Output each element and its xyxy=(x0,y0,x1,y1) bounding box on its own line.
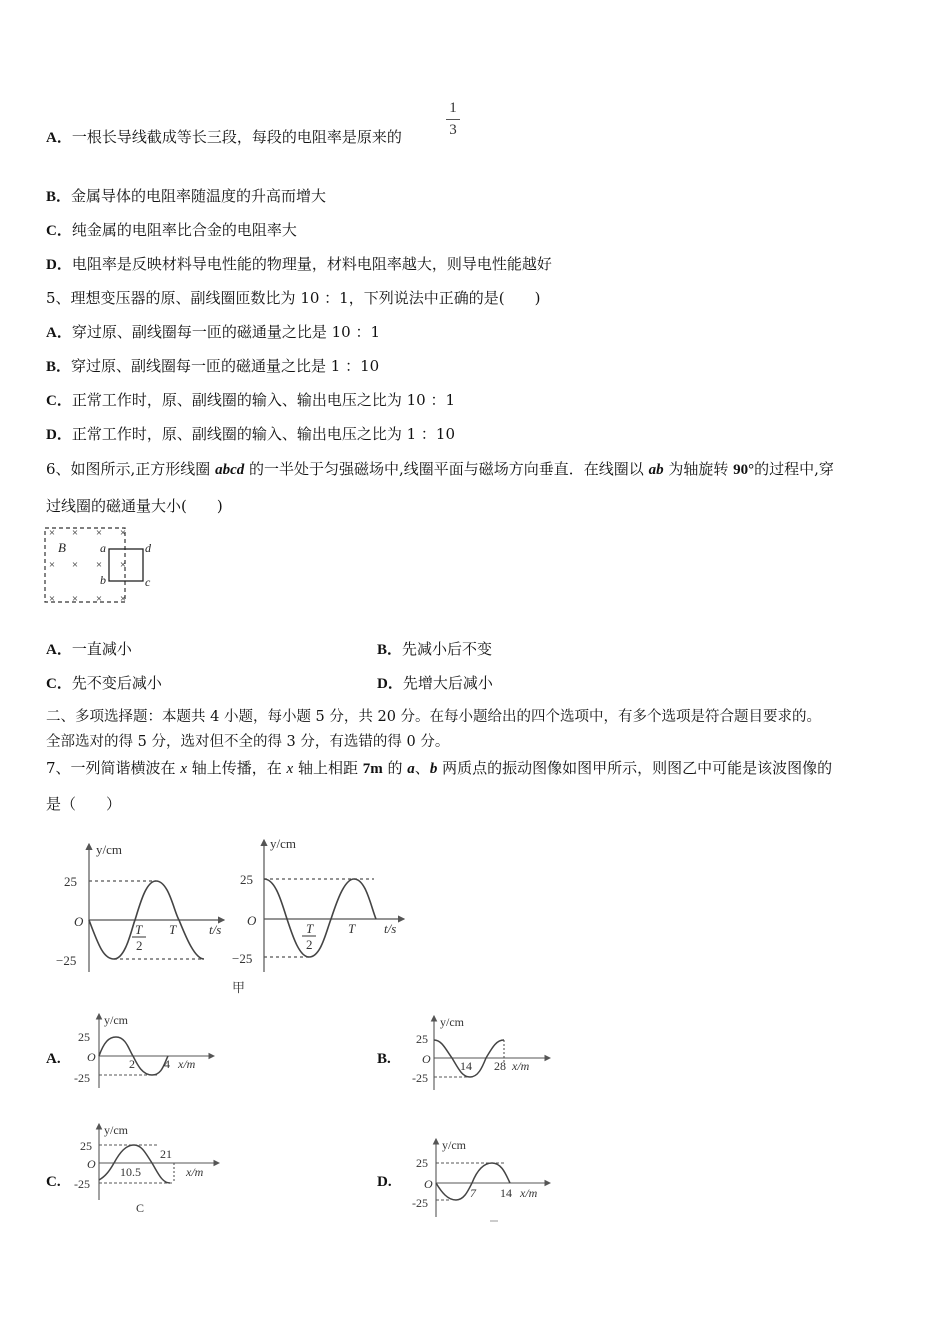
q7-stem xyxy=(46,758,832,779)
q7-stem-line2: 是（ ） xyxy=(46,795,122,813)
option-text: 先增大后减小 xyxy=(402,674,493,692)
option-text: 一直减小 xyxy=(71,640,132,658)
svg-text:T: T xyxy=(348,921,356,936)
svg-text:a: a xyxy=(100,541,106,555)
fraction-one-third xyxy=(446,100,460,139)
q7-option-c-graph xyxy=(74,1118,234,1218)
option-text: 正常工作时，原、副线圈的输入、输出电压之比为 10 ：1 xyxy=(71,391,456,409)
svg-text:y/cm: y/cm xyxy=(96,842,122,857)
svg-text:-25: -25 xyxy=(74,1177,90,1191)
q5-option-b xyxy=(46,356,379,377)
x-axis-symbol: x xyxy=(180,761,187,777)
q6-stem xyxy=(46,459,834,480)
svg-text:c: c xyxy=(145,575,151,589)
svg-text:x/m: x/m xyxy=(512,1059,530,1073)
angle-value: 90° xyxy=(733,462,755,478)
option-letter: C. xyxy=(46,1174,61,1190)
point-b-label: b xyxy=(429,761,438,777)
option-text: 纯金属的电阻率比合金的电阻率大 xyxy=(71,221,297,239)
svg-text:2: 2 xyxy=(306,937,313,952)
option-letter: A． xyxy=(46,325,72,341)
separator: 、 xyxy=(414,759,430,777)
svg-text:O: O xyxy=(424,1177,433,1191)
option-letter: C． xyxy=(46,393,72,409)
svg-text:T: T xyxy=(306,921,314,936)
svg-text:O: O xyxy=(422,1052,431,1066)
q4-option-c xyxy=(46,220,297,241)
point-a-label: a xyxy=(407,761,415,777)
option-text: 先不变后减小 xyxy=(71,674,162,692)
svg-text:7: 7 xyxy=(470,1186,476,1200)
q6-stem-line2: 过线圈的磁通量大小( ) xyxy=(46,497,223,515)
svg-text:T: T xyxy=(169,922,177,937)
option-text: 一根长导线截成等长三段，每段的电阻率是原来的 xyxy=(71,128,402,146)
stem-text: 轴上相距 xyxy=(293,759,363,777)
svg-text:B: B xyxy=(58,540,66,555)
axis-label: ab xyxy=(648,462,664,478)
option-text: 先减小后不变 xyxy=(402,640,493,658)
svg-text:x/m: x/m xyxy=(178,1057,196,1071)
q6-option-a xyxy=(46,639,132,660)
option-text: 电阻率是反映材料导电性能的物理量，材料电阻率越大，则导电性能越好 xyxy=(71,255,552,273)
q5-option-c xyxy=(46,390,455,411)
stem-text: 的 xyxy=(382,759,408,777)
svg-text:d: d xyxy=(145,541,151,555)
svg-text:×: × xyxy=(71,527,79,539)
svg-text:甲: 甲 xyxy=(232,980,246,995)
svg-text:×: × xyxy=(119,593,127,605)
svg-text:y/cm: y/cm xyxy=(104,1123,128,1137)
svg-text:4: 4 xyxy=(164,1057,170,1071)
stem-text: 两质点的振动图像如图甲所示，则图乙中可能是该波图像的 xyxy=(437,759,833,777)
option-letter: B． xyxy=(377,642,403,658)
q4-option-b xyxy=(46,186,326,207)
svg-text:25: 25 xyxy=(416,1032,428,1046)
q7-option-b-letter xyxy=(377,1048,391,1069)
svg-text:×: × xyxy=(71,593,79,605)
fraction-numerator: 1 xyxy=(449,100,457,116)
svg-text:x/m: x/m xyxy=(520,1186,538,1200)
q7-option-a-graph xyxy=(74,1010,224,1090)
svg-text:O: O xyxy=(87,1157,96,1171)
svg-text:t/s: t/s xyxy=(384,921,397,936)
svg-text:T: T xyxy=(135,922,143,937)
fraction-denominator: 3 xyxy=(449,122,457,138)
svg-text:25: 25 xyxy=(416,1156,428,1170)
svg-text:x/m: x/m xyxy=(186,1165,204,1179)
option-letter: A． xyxy=(46,642,72,658)
svg-text:b: b xyxy=(100,573,106,587)
stem-text: 为轴旋转 xyxy=(663,460,734,478)
svg-text:25: 25 xyxy=(240,872,253,887)
svg-text:-25: -25 xyxy=(412,1071,428,1085)
stem-text: 6、如图所示,正方形线圈 xyxy=(46,460,216,478)
section2-heading-line2: 全部选对的得 5 分，选对但不全的得 3 分，有选错的得 0 分。 xyxy=(46,734,450,750)
stem-text: 轴上传播，在 xyxy=(186,759,287,777)
q4-option-d xyxy=(46,254,552,275)
stem-text: 7、一列简谐横波在 xyxy=(46,759,181,777)
svg-text:25: 25 xyxy=(78,1030,90,1044)
q4-option-a xyxy=(46,127,402,148)
q6-option-b xyxy=(377,639,492,660)
option-letter: A. xyxy=(46,1051,61,1067)
option-letter: D. xyxy=(377,1174,392,1190)
svg-text:14: 14 xyxy=(500,1186,512,1200)
svg-text:10.5: 10.5 xyxy=(120,1165,141,1179)
svg-text:2: 2 xyxy=(129,1057,135,1071)
svg-text:×: × xyxy=(95,527,103,539)
q6-option-d xyxy=(377,673,493,694)
option-letter: B. xyxy=(377,1051,391,1067)
distance-value: 7m xyxy=(362,761,383,777)
svg-text:O: O xyxy=(87,1050,96,1064)
magnetic-field-figure xyxy=(44,526,154,606)
q7-option-d-letter xyxy=(377,1171,392,1192)
svg-text:2: 2 xyxy=(136,938,143,953)
svg-text:×: × xyxy=(48,593,56,605)
q7-option-b-graph xyxy=(410,1012,560,1092)
svg-text:y/cm: y/cm xyxy=(442,1138,466,1152)
svg-text:×: × xyxy=(95,559,103,571)
svg-text:14: 14 xyxy=(460,1059,472,1073)
svg-text:×: × xyxy=(119,527,127,539)
svg-text:-25: -25 xyxy=(412,1196,428,1210)
q5-option-d xyxy=(46,424,455,445)
option-text: 穿过原、副线圈每一匝的磁通量之比是 10 ：1 xyxy=(71,323,381,341)
svg-text:×: × xyxy=(48,559,56,571)
svg-text:28: 28 xyxy=(494,1059,506,1073)
q5-option-a xyxy=(46,322,380,343)
svg-text:C: C xyxy=(136,1201,145,1215)
svg-text:−25: −25 xyxy=(56,953,77,968)
svg-text:−25: −25 xyxy=(232,951,253,966)
q5-stem: 5、理想变压器的原、副线圈匝数比为 10 ：1，下列说法中正确的是( ) xyxy=(46,289,541,307)
svg-text:-25: -25 xyxy=(74,1071,90,1085)
stem-text: 的一半处于匀强磁场中,线圈平面与磁场方向垂直．在线圈以 xyxy=(244,460,649,478)
stem-text: 的过程中,穿 xyxy=(754,460,834,478)
option-text: 正常工作时，原、副线圈的输入、输出电压之比为 1 ：10 xyxy=(71,425,456,443)
svg-text:25: 25 xyxy=(80,1139,92,1153)
option-letter: D． xyxy=(377,676,403,692)
svg-text:y/cm: y/cm xyxy=(270,836,296,851)
option-text: 金属导体的电阻率随温度的升高而增大 xyxy=(71,187,327,205)
option-letter: B． xyxy=(46,189,72,205)
svg-text:25: 25 xyxy=(64,874,77,889)
option-letter: D． xyxy=(46,427,72,443)
svg-text:×: × xyxy=(95,593,103,605)
q7-option-a-letter xyxy=(46,1048,61,1069)
option-letter: D． xyxy=(46,257,72,273)
svg-text:×: × xyxy=(71,559,79,571)
svg-text:t/s: t/s xyxy=(209,922,222,937)
svg-text:O: O xyxy=(247,913,257,928)
option-text: 穿过原、副线圈每一匝的磁通量之比是 1 ：10 xyxy=(71,357,380,375)
vibration-graphs-jia xyxy=(44,832,414,1002)
svg-text:21: 21 xyxy=(160,1147,172,1161)
svg-text:×: × xyxy=(48,527,56,539)
svg-text:y/cm: y/cm xyxy=(440,1015,464,1029)
x-axis-symbol: x xyxy=(286,761,294,777)
option-letter: B． xyxy=(46,359,72,375)
option-letter: C． xyxy=(46,223,72,239)
svg-text:O: O xyxy=(74,914,84,929)
svg-text:y/cm: y/cm xyxy=(104,1013,128,1027)
q6-option-c xyxy=(46,673,162,694)
svg-text:×: × xyxy=(119,559,127,571)
option-letter: C． xyxy=(46,676,72,692)
q7-option-c-letter xyxy=(46,1171,61,1192)
coil-label: abcd xyxy=(215,462,245,478)
q7-option-d-graph xyxy=(410,1135,560,1225)
fraction-bar xyxy=(446,119,460,120)
option-letter: A． xyxy=(46,130,72,146)
section2-heading-line1: 二、多项选择题：本题共 4 小题，每小题 5 分，共 20 分。在每小题给出的四个选项中，有多个选项是符合题目要求的。 xyxy=(46,709,822,725)
